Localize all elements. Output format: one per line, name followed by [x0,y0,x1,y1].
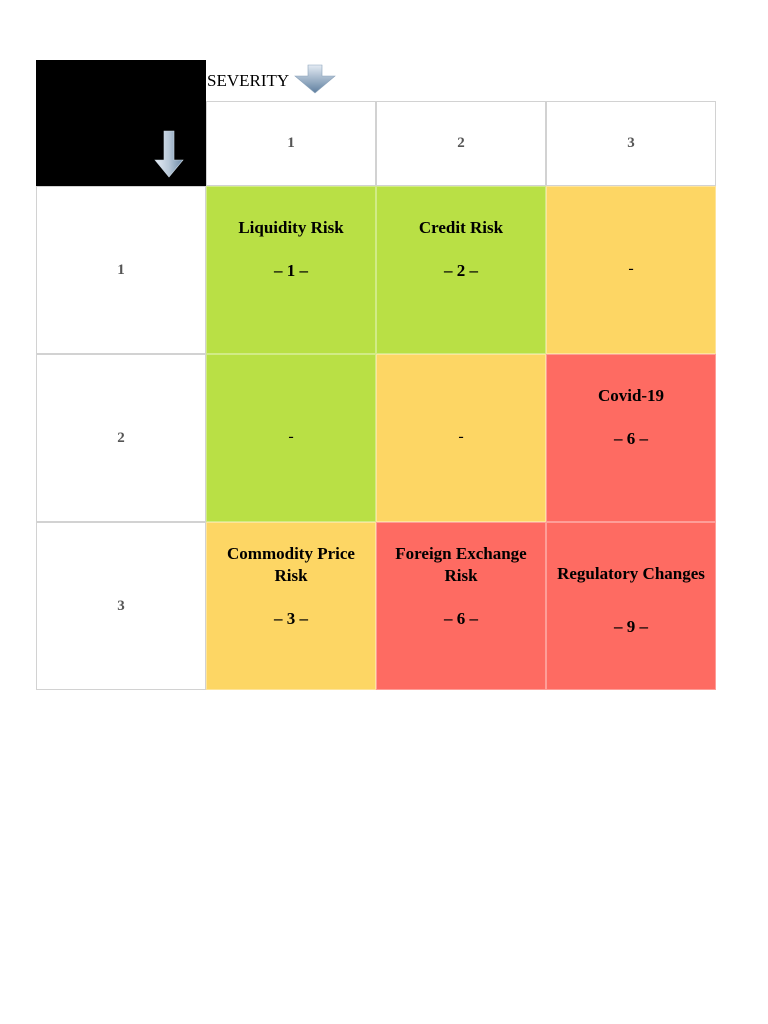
risk-score: – 6 – [444,609,478,628]
matrix-corner [36,60,206,186]
risk-name: Commodity Price Risk [227,544,355,585]
risk-cell [376,186,546,354]
risk-name: Liquidity Risk [238,218,344,237]
risk-cell [206,522,376,690]
risk-cell [206,186,376,354]
row-header-3: 3 [36,522,206,690]
risk-cell [546,186,716,354]
row-header-1: 1 [36,186,206,354]
risk-score: – 3 – [274,609,308,628]
empty-marker: - [628,260,634,277]
severity-label: SEVERITY [207,71,290,90]
empty-marker: - [458,428,464,445]
risk-score: – 2 – [444,261,478,280]
risk-cell [546,522,716,690]
risk-cell [376,522,546,690]
empty-marker: - [288,428,294,445]
risk-name: Regulatory Changes [557,564,705,583]
column-header-3: 3 [546,101,716,186]
risk-score: – 1 – [274,261,308,280]
row-header-2: 2 [36,354,206,522]
column-header-1: 1 [206,101,376,186]
risk-name: Foreign Exchange Risk [395,544,527,585]
risk-cell [206,354,376,522]
risk-score: – 9 – [614,617,648,636]
risk-name: Covid-19 [597,386,665,405]
column-header-2: 2 [376,101,546,186]
risk-matrix [36,60,716,690]
risk-cell [546,354,716,522]
arrow-down-icon [154,130,184,183]
risk-cell [376,354,546,522]
risk-name: Credit Risk [418,218,504,237]
risk-score: – 6 – [614,429,648,448]
